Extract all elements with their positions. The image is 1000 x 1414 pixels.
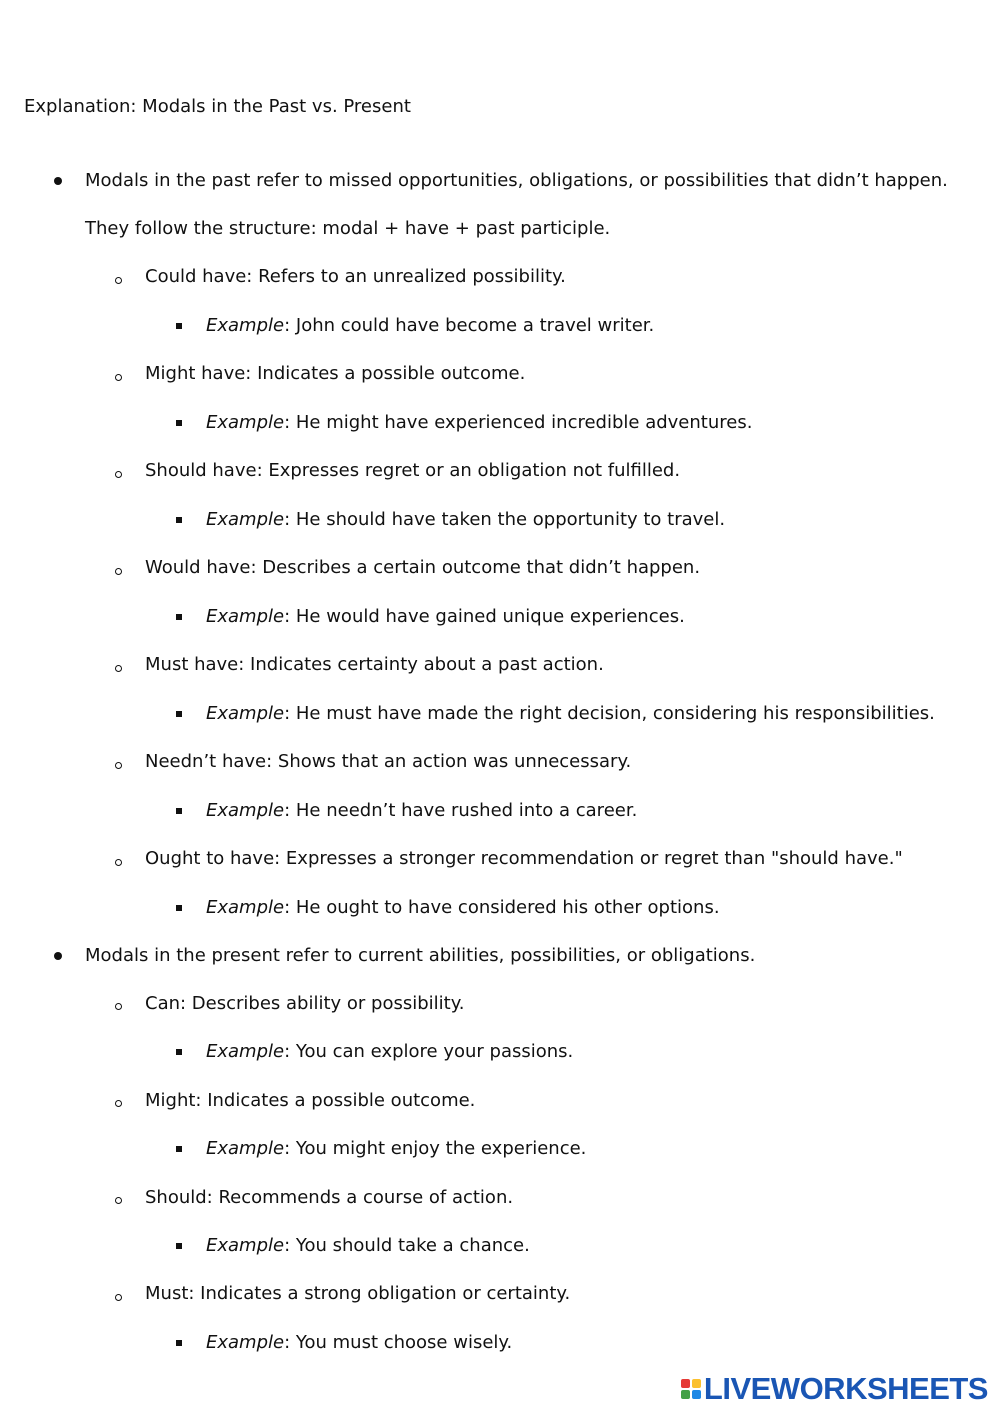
past-item-label: Needn’t have: Shows that an action was unnecessary. bbox=[145, 751, 632, 772]
past-item-label: Could have: Refers to an unrealized possibility. bbox=[145, 266, 566, 287]
present-item-example bbox=[206, 1331, 512, 1355]
past-item-label: Might have: Indicates a possible outcome. bbox=[145, 363, 526, 384]
bullet-disc-icon bbox=[54, 177, 62, 185]
example-text: : You should take a chance. bbox=[284, 1235, 530, 1256]
bullet-square-icon bbox=[176, 1049, 182, 1055]
present-intro: Modals in the present refer to current abilities, possibilities, or obligations. bbox=[85, 945, 756, 966]
bullet-square-icon bbox=[176, 1340, 182, 1346]
example-label: Example bbox=[206, 509, 285, 530]
bullet-square-icon bbox=[176, 711, 182, 717]
present-item-label: Must: Indicates a strong obligation or certainty. bbox=[145, 1283, 571, 1304]
past-item-label: Ought to have: Expresses a stronger recommendation or regret than "should have." bbox=[145, 848, 903, 869]
example-label: Example bbox=[206, 606, 285, 627]
logo-square bbox=[692, 1390, 701, 1399]
past-intro: Modals in the past refer to missed opportunities, obligations, or possibilities that didn’t happen. bbox=[85, 170, 948, 191]
page-title: Explanation: Modals in the Past vs. Present bbox=[24, 96, 411, 117]
past-item-label: Should have: Expresses regret or an obligation not fulfilled. bbox=[145, 460, 681, 481]
present-item-label: Might: Indicates a possible outcome. bbox=[145, 1090, 476, 1111]
bullet-circle-icon bbox=[115, 1294, 122, 1301]
bullet-square-icon bbox=[176, 420, 182, 426]
example-label: Example bbox=[206, 1041, 285, 1062]
example-label: Example bbox=[206, 1138, 285, 1159]
past-item-example bbox=[206, 799, 637, 823]
example-text: : John could have become a travel writer. bbox=[284, 315, 655, 336]
bullet-circle-icon bbox=[115, 665, 122, 672]
logo-square bbox=[692, 1379, 701, 1388]
past-item-example bbox=[206, 314, 654, 338]
bullet-square-icon bbox=[176, 1146, 182, 1152]
present-item-label: Can: Describes ability or possibility. bbox=[145, 993, 465, 1014]
bullet-circle-icon bbox=[115, 1197, 122, 1204]
example-text: : You can explore your passions. bbox=[284, 1041, 574, 1062]
past-item-example bbox=[206, 896, 720, 920]
present-item-example bbox=[206, 1234, 530, 1258]
liveworksheets-logo[interactable] bbox=[681, 1372, 988, 1406]
example-label: Example bbox=[206, 412, 285, 433]
bullet-circle-icon bbox=[115, 859, 122, 866]
example-text: : He would have gained unique experiences. bbox=[284, 606, 685, 627]
logo-square bbox=[681, 1379, 690, 1388]
bullet-circle-icon bbox=[115, 471, 122, 478]
past-item-example bbox=[206, 702, 935, 726]
bullet-square-icon bbox=[176, 1243, 182, 1249]
example-label: Example bbox=[206, 315, 285, 336]
example-label: Example bbox=[206, 1235, 285, 1256]
example-text: : He ought to have considered his other options. bbox=[284, 897, 720, 918]
bullet-disc-icon bbox=[54, 952, 62, 960]
example-text: : He needn’t have rushed into a career. bbox=[284, 800, 638, 821]
example-label: Example bbox=[206, 800, 285, 821]
bullet-circle-icon bbox=[115, 1100, 122, 1107]
bullet-square-icon bbox=[176, 517, 182, 523]
bullet-circle-icon bbox=[115, 374, 122, 381]
bullet-circle-icon bbox=[115, 277, 122, 284]
bullet-square-icon bbox=[176, 905, 182, 911]
past-item-example bbox=[206, 605, 685, 629]
example-text: : You might enjoy the experience. bbox=[284, 1138, 587, 1159]
example-text: : He should have taken the opportunity to travel. bbox=[284, 509, 726, 530]
bullet-square-icon bbox=[176, 614, 182, 620]
example-label: Example bbox=[206, 1332, 285, 1353]
example-text: : He must have made the right decision, considering his responsibilities. bbox=[284, 703, 935, 724]
bullet-circle-icon bbox=[115, 568, 122, 575]
present-item-example bbox=[206, 1040, 573, 1064]
example-label: Example bbox=[206, 703, 285, 724]
bullet-square-icon bbox=[176, 323, 182, 329]
logo-squares-icon bbox=[681, 1379, 701, 1399]
example-text: : He might have experienced incredible adventures. bbox=[284, 412, 753, 433]
bullet-circle-icon bbox=[115, 1003, 122, 1010]
bullet-square-icon bbox=[176, 808, 182, 814]
logo-text: LIVEWORKSHEETS bbox=[703, 1371, 988, 1406]
past-item-example bbox=[206, 508, 725, 532]
past-item-label: Must have: Indicates certainty about a past action. bbox=[145, 654, 604, 675]
bullet-circle-icon bbox=[115, 762, 122, 769]
example-label: Example bbox=[206, 897, 285, 918]
past-item-label: Would have: Describes a certain outcome that didn’t happen. bbox=[145, 557, 701, 578]
present-item-label: Should: Recommends a course of action. bbox=[145, 1187, 514, 1208]
past-structure: They follow the structure: modal + have + past participle. bbox=[85, 218, 611, 239]
past-item-example bbox=[206, 411, 752, 435]
example-text: : You must choose wisely. bbox=[284, 1332, 513, 1353]
logo-square bbox=[681, 1390, 690, 1399]
present-item-example bbox=[206, 1137, 586, 1161]
